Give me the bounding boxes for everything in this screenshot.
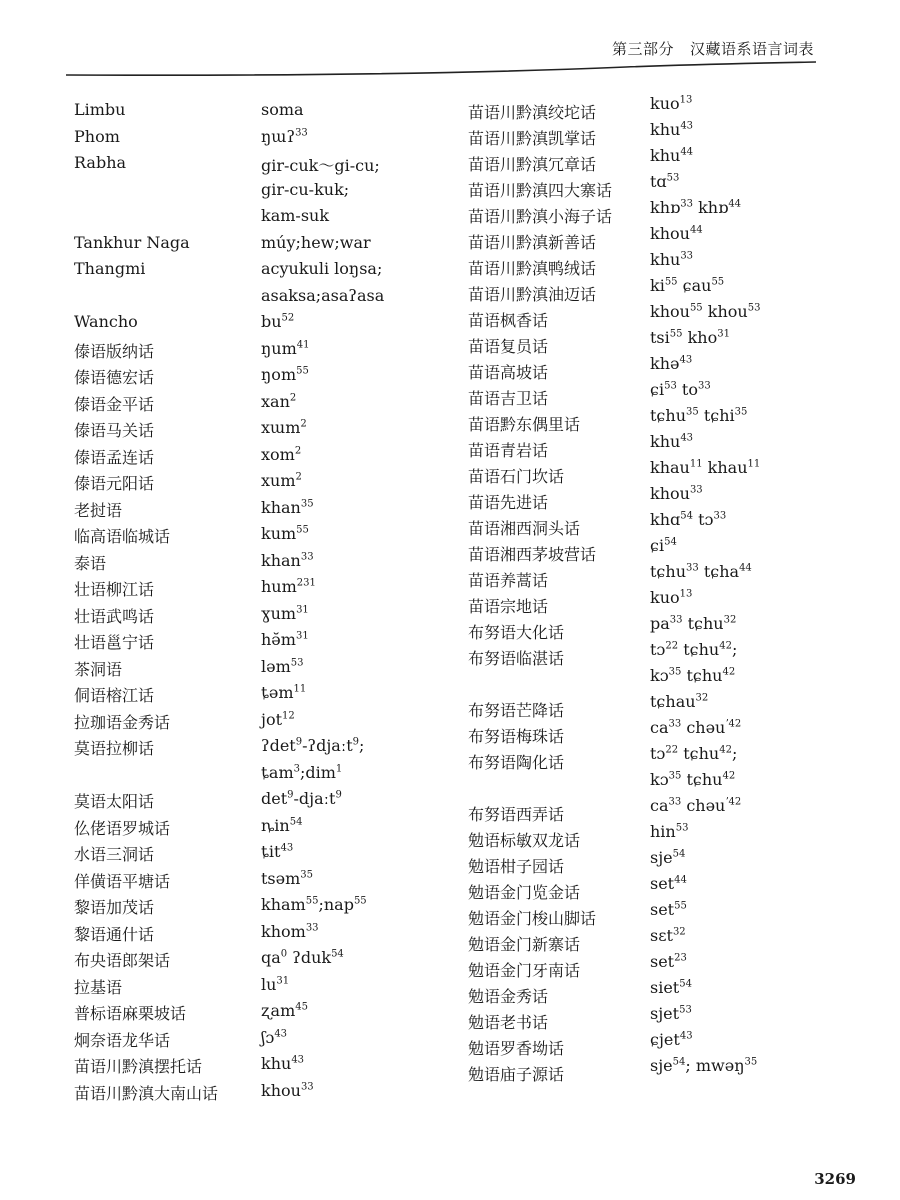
word-form: xɯm$^2$ xyxy=(261,418,307,437)
dialect-name: 苗语高坡话 xyxy=(468,363,549,382)
dialect-name: 壮语柳江话 xyxy=(74,580,155,599)
word-form: gir-cuk～gi-cu; xyxy=(261,156,380,175)
dialect-name: 炯奈语龙华话 xyxy=(74,1030,171,1050)
dialect-name: 苗语川黔滇新善话 xyxy=(468,233,597,252)
word-form: kɔ$^{35}$ tɕhu$^{42}$ xyxy=(650,666,736,685)
dialect-name: 莫语太阳话 xyxy=(74,792,155,811)
word-form: khu$^{44}$ xyxy=(650,146,694,165)
word-form: $ki^{55}$ ɕau$^{55}$ xyxy=(650,276,725,295)
dialect-name: 黎语加茂话 xyxy=(74,898,155,917)
word-form: khom$^{33}$ xyxy=(261,921,319,941)
word-form: $lu^{31}$ xyxy=(261,974,290,994)
word-form: khou$^{55}$ khou$^{53}$ xyxy=(650,302,761,321)
dialect-name: Limbu xyxy=(74,100,126,119)
word-form: set$^{44}$ xyxy=(650,874,687,893)
word-form: xum$^2$ xyxy=(261,471,302,490)
word-form: jot$^{12}$ xyxy=(261,709,295,729)
dialect-name: Tankhur Naga xyxy=(74,232,190,252)
word-form: ȶam$^3$;dim$^1$ xyxy=(261,762,343,782)
word-form: sje$^{54}$ xyxy=(650,848,686,867)
page-number: 3269 xyxy=(814,1170,856,1188)
word-form: tɑ$^{53}$ xyxy=(650,172,680,191)
dialect-name: 拉基语 xyxy=(74,977,123,997)
dialect-name: 傣语金平话 xyxy=(74,394,155,414)
dialect-name: 苗语复员话 xyxy=(468,337,549,356)
dialect-name: 苗语川黔滇摆托话 xyxy=(74,1057,203,1076)
header-title: 汉藏语系语言词表 xyxy=(689,40,814,58)
word-form: soma xyxy=(261,100,304,119)
dialect-name: Rabha xyxy=(74,153,127,172)
word-form: $\det^9-djaːt^9$ xyxy=(261,789,342,808)
dialect-name: 傣语版纳话 xyxy=(74,341,155,361)
dialect-name: 布努语大化话 xyxy=(468,623,565,642)
dialect-name: 佯僙语平塘话 xyxy=(74,871,171,891)
word-form: khan$^{35}$ xyxy=(261,497,314,517)
dialect-name: 布努语西弄话 xyxy=(468,805,565,824)
word-form: tɔ$^{22}$ tɕhu$^{42}$; xyxy=(650,744,738,763)
dialect-name: 普标语麻栗坡话 xyxy=(74,1004,187,1023)
dialect-name: 苗语宗地话 xyxy=(468,597,549,616)
word-form: khə$^{43}$ xyxy=(650,354,693,373)
word-form: tsi$^{55}$ kho$^{31}$ xyxy=(650,328,730,347)
word-form: hum$^{231}$ xyxy=(261,577,316,596)
word-form: khou$^{33}$ xyxy=(261,1080,314,1100)
dialect-name: 勉语金门新寨话 xyxy=(468,935,581,954)
dialect-name: 老挝语 xyxy=(74,500,123,520)
dialect-name: 苗语枫香话 xyxy=(468,311,549,330)
dialect-name: 壮语武鸣话 xyxy=(74,606,155,626)
dialect-name: 侗语榕江话 xyxy=(74,686,155,705)
word-form: ɕi$^{54}$ xyxy=(650,536,677,555)
dialect-name: 苗语先进话 xyxy=(468,493,549,512)
word-form: khan$^{33}$ xyxy=(261,550,314,570)
word-form: khu$^{43}$ xyxy=(261,1054,305,1073)
dialect-name: 苗语川黔滇小海子话 xyxy=(468,207,613,226)
word-form: khɒ$^{33}$ khɒ$^{44}$ xyxy=(650,198,742,217)
word-form: khou$^{44}$ xyxy=(650,224,703,243)
word-form: ȶit$^{43}$ xyxy=(261,842,294,861)
word-form: set$^{23}$ xyxy=(650,952,687,971)
word-form: ŋum$^{41}$ xyxy=(261,338,310,358)
header-part: 第三部分 xyxy=(611,40,674,58)
word-form: ɕjet$^{43}$ xyxy=(650,1030,693,1049)
dialect-name: 布努语梅珠话 xyxy=(468,727,565,746)
word-form: kham$^{55}$;nap$^{55}$ xyxy=(261,895,367,914)
dialect-name: 苗语湘西茅坡营话 xyxy=(468,545,597,564)
dialect-name: 拉珈语金秀话 xyxy=(74,712,171,732)
dialect-name: 苗语养蒿话 xyxy=(468,571,549,590)
word-form: ʃɔ$^{43}$ xyxy=(261,1027,288,1047)
dialect-name: 苗语川黔滇鸭绒话 xyxy=(468,259,597,278)
word-form: siet$^{54}$ xyxy=(650,978,692,997)
dialect-name: 苗语吉卫话 xyxy=(468,389,549,408)
dialect-name: 勉语金门览金话 xyxy=(468,883,581,902)
dialect-name: 水语三洞话 xyxy=(74,845,155,864)
word-form: ȵin$^{54}$ xyxy=(261,815,303,835)
dialect-name: 布央语郎架话 xyxy=(74,951,171,970)
dialect-name: 布努语临湛话 xyxy=(468,649,565,668)
word-form: ɣum$^{31}$ xyxy=(261,603,309,623)
dialect-name: 泰语 xyxy=(74,553,107,573)
word-form: khu$^{33}$ xyxy=(650,250,694,269)
dialect-name: 苗语黔东偶里话 xyxy=(468,415,581,434)
dialect-name: 苗语川黔滇凯掌话 xyxy=(468,129,597,148)
header-rule xyxy=(66,61,816,91)
word-form: $pa^{33}$ tɕhu$^{32}$ xyxy=(650,614,737,633)
word-form: tɔ$^{22}$ tɕhu$^{42}$; xyxy=(650,640,738,659)
dialect-name: 勉语老书话 xyxy=(468,1013,549,1032)
word-form: xan$^2$ xyxy=(261,391,297,411)
word-form: ŋɯʔ$^{33}$ xyxy=(261,126,308,146)
word-form: $qa^0$ ʔduk$^{54}$ xyxy=(261,948,344,967)
word-form: tɕhu$^{33}$ tɕha$^{44}$ xyxy=(650,562,752,581)
dialect-name: 勉语金秀话 xyxy=(468,987,549,1006)
dialect-name: 黎语通什话 xyxy=(74,924,155,944)
word-form: khu$^{43}$ xyxy=(650,120,694,139)
word-form: ȶəm$^{11}$ xyxy=(261,683,307,702)
dialect-name: 苗语石门坎话 xyxy=(468,467,565,486)
running-header xyxy=(612,38,814,59)
word-form: acyukuli loŋsa; xyxy=(261,259,383,278)
dialect-name: 勉语金门牙南话 xyxy=(468,961,581,980)
word-form: hin$^{53}$ xyxy=(650,822,689,841)
dialect-name: 傣语马关话 xyxy=(74,421,155,440)
word-form: $ca^{33}$ chəu$^{ʼ42}$ xyxy=(650,718,742,737)
dialect-name: 苗语川黔滇四大寨话 xyxy=(468,181,613,200)
dialect-name: 勉语庙子源话 xyxy=(468,1065,565,1084)
word-form: xom$^2$ xyxy=(261,444,302,464)
word-form: kam-suk xyxy=(261,206,330,225)
dialect-name: 苗语川黔滇油迈话 xyxy=(468,285,597,304)
dialect-name: 莫语拉柳话 xyxy=(74,739,155,758)
word-form: asaksa;asaʔasa xyxy=(261,285,385,305)
dialect-name: 布努语陶化话 xyxy=(468,753,565,772)
word-form: sje$^{54}$; mwəŋ$^{35}$ xyxy=(650,1056,758,1075)
word-form: ʔdet$^9$-ʔdjaːt$^9$; xyxy=(261,736,365,755)
dialect-name: 苗语川黔滇冗章话 xyxy=(468,155,597,174)
word-form: tsəm$^{35}$ xyxy=(261,868,314,888)
word-form: kɔ$^{35}$ tɕhu$^{42}$ xyxy=(650,770,736,789)
word-form: $hə̆m^{31}$ xyxy=(261,630,309,649)
dialect-name: 傣语元阳话 xyxy=(74,474,155,493)
dialect-name: Wancho xyxy=(74,312,138,331)
dialect-name: 傣语德宏话 xyxy=(74,368,155,387)
dialect-name: 勉语柑子园话 xyxy=(468,857,565,876)
word-form: sjet$^{53}$ xyxy=(650,1004,692,1023)
dialect-name: 临高语临城话 xyxy=(74,527,171,546)
dialect-name: 布努语芒降话 xyxy=(468,701,565,720)
word-form: khau$^{11}$ khau$^{11}$ xyxy=(650,458,761,477)
word-form: khou$^{33}$ xyxy=(650,484,703,503)
dialect-name: 苗语川黔滇绞坨话 xyxy=(468,103,597,122)
word-form: sɛt$^{32}$ xyxy=(650,926,686,945)
dialect-name: 仫佬语罗城话 xyxy=(74,818,171,838)
word-form: tɕhau$^{32}$ xyxy=(650,692,709,711)
word-form: kum$^{55}$ xyxy=(261,524,309,543)
dialect-name: Thangmi xyxy=(74,259,146,278)
word-form: kuo$^{13}$ xyxy=(650,588,693,607)
word-form: gir-cu-kuk; xyxy=(261,179,350,199)
word-form: ʐam$^{45}$ xyxy=(261,1001,308,1020)
dialect-name: 壮语邕宁话 xyxy=(74,633,155,652)
word-form: ləm$^{53}$ xyxy=(261,656,304,676)
dialect-name: 勉语金门梭山脚话 xyxy=(468,909,597,928)
word-form: khɑ$^{54}$ tɔ$^{33}$ xyxy=(650,510,727,529)
dialect-name: 苗语川黔滇大南山话 xyxy=(74,1083,219,1103)
dialect-name: 勉语标敏双龙话 xyxy=(468,831,581,850)
word-form: múy;hew;war xyxy=(261,232,371,252)
dialect-name: 傣语孟连话 xyxy=(74,447,155,467)
dialect-name: 苗语湘西洞头话 xyxy=(468,519,581,538)
word-form: ŋom$^{55}$ xyxy=(261,365,309,384)
dialect-name: 茶洞语 xyxy=(74,659,123,679)
word-form: set$^{55}$ xyxy=(650,900,687,919)
word-form: ɕi$^{53}$ $to^{33}$ xyxy=(650,380,711,399)
word-form: kuo$^{13}$ xyxy=(650,94,693,113)
word-form: $ca^{33}$ chəu$^{ʼ42}$ xyxy=(650,796,742,815)
word-form: $bu^{52}$ xyxy=(261,312,295,331)
word-form: khu$^{43}$ xyxy=(650,432,694,451)
word-form: tɕhu$^{35}$ tɕhi$^{35}$ xyxy=(650,406,748,425)
dialect-name: 勉语罗香坳话 xyxy=(468,1039,565,1058)
dialect-name: 苗语青岩话 xyxy=(468,441,549,460)
dialect-name: Phom xyxy=(74,126,120,146)
